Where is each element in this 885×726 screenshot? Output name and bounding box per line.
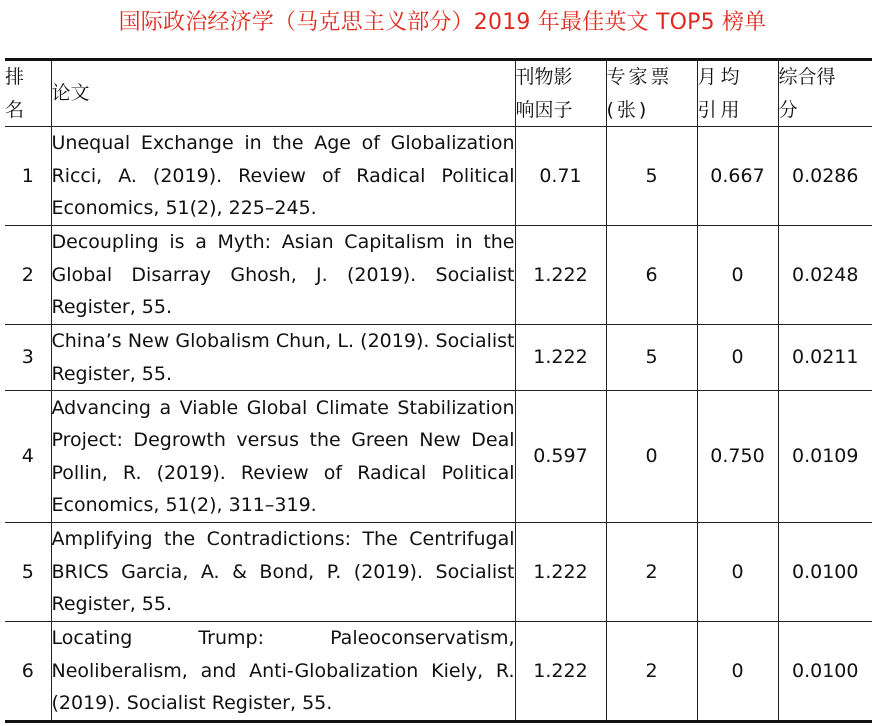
header-rank-line1: 排 xyxy=(5,66,25,88)
votes-cell: 5 xyxy=(606,325,697,391)
votes-cell: 5 xyxy=(606,127,697,226)
ranking-table xyxy=(5,58,872,723)
header-votes xyxy=(606,60,697,127)
score-cell: 0.0100 xyxy=(778,622,872,722)
table-row xyxy=(5,622,872,722)
votes-cell: 0 xyxy=(606,391,697,523)
header-monthly-citations xyxy=(697,60,778,127)
header-paper xyxy=(51,60,515,127)
score-cell: 0.0109 xyxy=(778,391,872,523)
header-score-line2: 分 xyxy=(778,98,798,121)
paper-cell: Locating Trump: Paleoconservatism, Neoliberalism, and Anti-Globalization Kiely, R. (2019). Socialist Register, 55. xyxy=(51,622,515,722)
paper-cell: Amplifying the Contradictions: The Centrifugal BRICS Garcia, A. & Bond, P. (2019). Socialist Register, 55. xyxy=(51,523,515,622)
score-cell: 0.0286 xyxy=(778,127,872,226)
monthly-citations-cell: 0.750 xyxy=(697,391,778,523)
table-header-row xyxy=(5,60,872,127)
rank-cell: 4 xyxy=(5,391,51,523)
impact-factor-cell: 1.222 xyxy=(515,622,606,722)
header-score-line1: 综合得 xyxy=(778,66,836,88)
rank-cell: 2 xyxy=(5,226,51,325)
rank-cell: 1 xyxy=(5,127,51,226)
header-monthly-citations-line1: 月均 xyxy=(697,66,744,88)
rank-cell: 6 xyxy=(5,622,51,722)
monthly-citations-cell: 0 xyxy=(697,523,778,622)
table-row xyxy=(5,391,872,523)
page-title: 国际政治经济学（马克思主义部分）2019 年最佳英文 TOP5 榜单 xyxy=(118,10,767,35)
score-cell: 0.0100 xyxy=(778,523,872,622)
impact-factor-cell: 1.222 xyxy=(515,523,606,622)
votes-cell: 2 xyxy=(606,523,697,622)
header-rank xyxy=(5,60,51,127)
paper-cell: China’s New Globalism Chun, L. (2019). Socialist Register, 55. xyxy=(51,325,515,391)
table-row xyxy=(5,127,872,226)
votes-cell: 6 xyxy=(606,226,697,325)
impact-factor-cell: 1.222 xyxy=(515,325,606,391)
rank-cell: 3 xyxy=(5,325,51,391)
score-cell: 0.0211 xyxy=(778,325,872,391)
header-paper-label: 论文 xyxy=(51,82,90,105)
score-cell: 0.0248 xyxy=(778,226,872,325)
header-impact-factor xyxy=(515,60,606,127)
paper-cell: Advancing a Viable Global Climate Stabilization Project: Degrowth versus the Green New Deal Pollin, R. (2019). Review of Radical Political Economics, 51(2), 311–319. xyxy=(51,391,515,523)
impact-factor-cell: 0.71 xyxy=(515,127,606,226)
header-votes-line1: 专家票 xyxy=(606,66,673,88)
monthly-citations-cell: 0 xyxy=(697,226,778,325)
impact-factor-cell: 0.597 xyxy=(515,391,606,523)
header-rank-line2: 名 xyxy=(5,98,25,121)
votes-cell: 2 xyxy=(606,622,697,722)
monthly-citations-cell: 0 xyxy=(697,622,778,722)
header-score xyxy=(778,60,872,127)
monthly-citations-cell: 0 xyxy=(697,325,778,391)
paper-cell: Decoupling is a Myth: Asian Capitalism in the Global Disarray Ghosh, J. (2019). Socialist Register, 55. xyxy=(51,226,515,325)
header-votes-line2: (张) xyxy=(606,98,650,121)
table-row xyxy=(5,325,872,391)
table-row xyxy=(5,226,872,325)
rank-cell: 5 xyxy=(5,523,51,622)
header-impact-factor-line2: 响因子 xyxy=(515,98,573,121)
impact-factor-cell: 1.222 xyxy=(515,226,606,325)
header-impact-factor-line1: 刊物影 xyxy=(515,66,573,88)
paper-cell: Unequal Exchange in the Age of Globalization Ricci, A. (2019). Review of Radical Political Economics, 51(2), 225–245. xyxy=(51,127,515,226)
monthly-citations-cell: 0.667 xyxy=(697,127,778,226)
header-monthly-citations-line2: 引用 xyxy=(697,98,744,121)
table-row xyxy=(5,523,872,622)
